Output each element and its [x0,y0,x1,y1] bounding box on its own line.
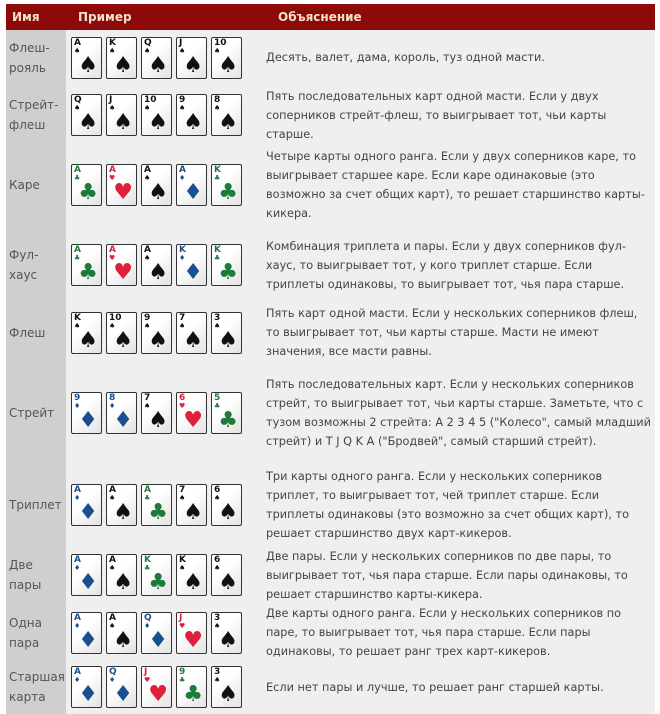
suit-icon: ♦ [78,570,98,595]
card-rank: K [144,555,151,565]
card-rank: 5 [214,392,221,403]
suit-icon: ♠ [113,52,133,78]
suit-icon: ♣ [148,500,168,525]
suit-icon: ♦ [109,401,116,410]
playing-card [211,484,242,526]
card-rank: 6 [214,485,221,495]
hand-example [66,360,260,465]
suit-icon: ♠ [218,682,238,707]
card-rank: Q [144,37,152,48]
suit-icon: ♠ [78,52,98,78]
hand-name: Стрейт [6,360,66,465]
hand-name: Триплет [6,465,66,545]
hand-explanation: Комбинация триплета и пары. Если у двух соперников фул-хаус, то выигрывает тот, у кого триплет старше. Если триплеты одинаковы, то выигрывает тот, чья пара старше. [260,225,655,305]
suit-icon: ♠ [179,46,186,55]
card-rank: A [144,245,151,255]
playing-card [71,392,102,434]
suit-icon: ♠ [113,570,133,595]
suit-icon: ♣ [214,401,221,410]
card-rank: 6 [214,555,221,565]
suit-icon: ♦ [179,254,186,262]
suit-icon: ♥ [179,401,186,410]
suit-icon: ♠ [148,180,168,205]
playing-card [141,484,172,526]
hand-explanation: Пять последовательных карт. Если у нескольких соперников стрейт, то выигрывает тот, чьи карты старше. Заметьте, что с тузом возможны 2 стрейта: A 2 3 4 5 ("Колесо", самый младший стрейт) и T J Q K A ("Бродвей", самый старший стрейт). [260,360,655,465]
hand-explanation: Три карты одного ранга. Если у нескольких соперников триплет, то выигрывает тот, чей триплет старше. Если триплеты одинаковы (это возможно за счет общих карт), то решает старшинство двух карт-кикеров. [260,465,655,545]
suit-icon: ♦ [74,564,81,572]
hand-name: Флеш-рояль [6,30,66,85]
table-header [6,4,655,30]
suit-icon: ♥ [179,621,186,630]
suit-icon: ♠ [144,401,151,410]
suit-icon: ♠ [218,327,238,353]
suit-icon: ♦ [74,401,81,410]
playing-card [141,94,172,136]
playing-card [211,164,242,206]
header-explanation: Объяснение [278,10,362,24]
suit-icon: ♠ [183,500,203,525]
playing-card [106,37,137,79]
suit-icon: ♠ [74,104,81,112]
suit-icon: ♣ [214,174,221,182]
card-rank: K [214,165,221,175]
suit-icon: ♠ [218,52,238,78]
suit-icon: ♥ [113,260,133,285]
card-rank: 6 [179,392,186,403]
suit-icon: ♣ [179,676,186,684]
suit-icon: ♠ [183,52,203,78]
suit-icon: ♠ [109,321,116,330]
card-rank: 3 [214,612,221,623]
suit-icon: ♠ [179,104,186,112]
suit-icon: ♠ [74,321,81,330]
suit-icon: ♦ [74,494,81,502]
playing-card [176,94,207,136]
table-row [6,145,655,225]
suit-icon: ♥ [113,180,133,205]
hand-explanation: Четыре карты одного ранга. Если у двух соперников каре, то выигрывает старшее каре. Если каре одинаковые (это возможно за счет общих карт), то решает старшинство карты-кикера. [260,145,655,225]
card-rank: A [109,165,116,175]
card-rank: K [179,245,186,255]
playing-card [211,554,242,596]
suit-icon: ♦ [144,621,151,630]
suit-icon: ♣ [218,180,238,205]
table-row [6,360,655,465]
suit-icon: ♦ [148,627,168,653]
playing-card [106,554,137,596]
card-rank: A [74,612,81,623]
card-rank: 8 [109,392,116,403]
suit-icon: ♣ [144,494,151,502]
card-rank: 10 [144,95,157,105]
card-rank: A [74,165,81,175]
playing-card [211,666,242,708]
card-rank: 7 [179,312,186,323]
table-row [6,545,655,605]
card-rank: 9 [144,312,151,323]
playing-card [176,37,207,79]
suit-icon: ♣ [148,570,168,595]
header-example: Пример [78,10,132,24]
suit-icon: ♦ [74,676,81,684]
suit-icon: ♠ [144,46,151,55]
suit-icon: ♣ [218,260,238,285]
suit-icon: ♠ [179,564,186,572]
suit-icon: ♣ [74,254,81,262]
playing-card [141,37,172,79]
card-rank: A [144,485,151,495]
suit-icon: ♠ [218,110,238,135]
playing-card [141,164,172,206]
suit-icon: ♣ [74,174,81,182]
playing-card [211,244,242,286]
hand-name: Каре [6,145,66,225]
card-rank: K [214,245,221,255]
header-name: Имя [12,10,40,24]
hand-name: Флеш [6,305,66,360]
table-row [6,605,655,660]
suit-icon: ♥ [183,407,203,433]
suit-icon: ♠ [144,104,151,112]
hand-explanation: Десять, валет, дама, король, туз одной масти. [260,30,655,85]
suit-icon: ♠ [214,564,221,572]
suit-icon: ♥ [148,682,168,707]
card-rank: A [74,37,81,48]
card-rank: A [74,667,81,677]
suit-icon: ♣ [144,564,151,572]
suit-icon: ♥ [183,627,203,653]
playing-card [106,164,137,206]
suit-icon: ♠ [148,260,168,285]
card-rank: 3 [214,312,221,323]
card-rank: Q [144,612,152,623]
playing-card [211,392,242,434]
playing-card [141,312,172,354]
table-row [6,305,655,360]
hand-example [66,605,260,660]
card-rank: 7 [179,485,186,495]
card-rank: J [109,95,113,105]
suit-icon: ♠ [214,621,221,630]
suit-icon: ♠ [144,174,151,182]
table-row [6,465,655,545]
playing-card [71,666,102,708]
playing-card [71,612,102,654]
suit-icon: ♠ [113,110,133,135]
suit-icon: ♠ [218,627,238,653]
card-rank: A [109,245,116,255]
suit-icon: ♠ [144,254,151,262]
card-rank: K [109,37,116,48]
suit-icon: ♠ [214,104,221,112]
card-rank: J [144,667,148,677]
suit-icon: ♠ [109,621,116,630]
hand-name: Две пары [6,545,66,605]
playing-card [106,312,137,354]
suit-icon: ♦ [183,260,203,285]
card-rank: 9 [74,392,81,403]
card-rank: Q [109,667,117,677]
card-rank: K [179,555,186,565]
hand-explanation: Две пары. Если у нескольких соперников по две пары, то выигрывает тот, чья пара старше. Если пары одинаковы, то решает старшинство карты-кикера. [260,545,655,605]
playing-card [176,244,207,286]
playing-card [71,37,102,79]
playing-card [211,612,242,654]
hand-name: Одна пара [6,605,66,660]
suit-icon: ♠ [214,46,221,55]
card-rank: 10 [214,37,227,48]
suit-icon: ♠ [113,327,133,353]
table-body [6,30,655,714]
card-rank: 9 [179,95,186,105]
suit-icon: ♠ [214,676,221,684]
playing-card [106,484,137,526]
poker-hands-table [6,4,655,714]
card-rank: 9 [179,667,186,677]
card-rank: 10 [109,312,122,323]
suit-icon: ♠ [218,570,238,595]
card-rank: Q [74,95,82,105]
card-rank: A [179,165,186,175]
suit-icon: ♠ [144,321,151,330]
suit-icon: ♦ [78,627,98,653]
hand-explanation: Две карты одного ранга. Если у нескольких соперников по паре, то выигрывает тот, чья пара старше. Если пары одинаковы, то решает ранг трех карт-кикеров. [260,605,655,660]
suit-icon: ♠ [214,321,221,330]
suit-icon: ♦ [78,500,98,525]
playing-card [141,244,172,286]
hand-example [66,465,260,545]
card-rank: A [74,245,81,255]
playing-card [141,666,172,708]
playing-card [106,94,137,136]
playing-card [71,164,102,206]
table-row [6,225,655,305]
playing-card [211,37,242,79]
suit-icon: ♣ [214,254,221,262]
playing-card [106,612,137,654]
suit-icon: ♣ [183,682,203,707]
hand-example [66,85,260,145]
card-rank: A [109,612,116,623]
playing-card [176,392,207,434]
hand-name: Стрейт-флеш [6,85,66,145]
suit-icon: ♠ [74,46,81,55]
hand-example [66,545,260,605]
suit-icon: ♠ [109,564,116,572]
suit-icon: ♣ [78,180,98,205]
playing-card [176,164,207,206]
card-rank: A [109,485,116,495]
hand-example [66,145,260,225]
suit-icon: ♠ [148,407,168,433]
playing-card [106,392,137,434]
suit-icon: ♥ [144,676,151,684]
hand-explanation: Если нет пары и лучше, то решает ранг старшей карты. [260,660,655,714]
suit-icon: ♠ [179,494,186,502]
suit-icon: ♦ [78,682,98,707]
suit-icon: ♠ [113,627,133,653]
card-rank: J [179,612,183,623]
suit-icon: ♦ [183,180,203,205]
playing-card [71,484,102,526]
suit-icon: ♠ [148,52,168,78]
playing-card [106,244,137,286]
suit-icon: ♦ [179,174,186,182]
playing-card [211,312,242,354]
playing-card [176,666,207,708]
playing-card [176,612,207,654]
playing-card [176,554,207,596]
suit-icon: ♠ [148,110,168,135]
suit-icon: ♠ [183,110,203,135]
hand-name: Старшая карта [6,660,66,714]
hand-name: Фул-хаус [6,225,66,305]
suit-icon: ♦ [74,621,81,630]
table-row [6,85,655,145]
playing-card [176,312,207,354]
suit-icon: ♠ [179,321,186,330]
suit-icon: ♠ [218,500,238,525]
card-rank: A [144,165,151,175]
suit-icon: ♠ [78,327,98,353]
suit-icon: ♠ [183,570,203,595]
card-rank: A [109,555,116,565]
card-rank: K [74,312,81,323]
suit-icon: ♥ [109,254,116,262]
suit-icon: ♠ [113,500,133,525]
suit-icon: ♦ [78,407,98,433]
card-rank: 8 [214,95,221,105]
table-row [6,660,655,714]
suit-icon: ♦ [109,676,116,684]
hand-explanation: Пять карт одной масти. Если у нескольких соперников флеш, то выигрывает тот, чьи карты старше. Масти не имеют значения, все масти равны. [260,305,655,360]
hand-example [66,305,260,360]
hand-example [66,225,260,305]
suit-icon: ♠ [148,327,168,353]
suit-icon: ♠ [183,327,203,353]
playing-card [141,612,172,654]
suit-icon: ♥ [109,174,116,182]
suit-icon: ♦ [113,682,133,707]
playing-card [71,94,102,136]
card-rank: A [74,485,81,495]
suit-icon: ♣ [218,407,238,433]
hand-example [66,30,260,85]
suit-icon: ♠ [109,104,116,112]
card-rank: 7 [144,392,151,403]
playing-card [176,484,207,526]
playing-card [141,554,172,596]
card-rank: A [74,555,81,565]
table-row [6,30,655,85]
playing-card [71,312,102,354]
playing-card [71,244,102,286]
suit-icon: ♦ [113,407,133,433]
suit-icon: ♣ [78,260,98,285]
playing-card [71,554,102,596]
card-rank: 3 [214,667,221,677]
hand-example [66,660,260,714]
playing-card [141,392,172,434]
suit-icon: ♠ [109,494,116,502]
suit-icon: ♠ [214,494,221,502]
suit-icon: ♠ [109,46,116,55]
hand-explanation: Пять последовательных карт одной масти. Если у двух соперников стрейт-флеш, то выигрывает тот, чьи карты старше. [260,85,655,145]
playing-card [211,94,242,136]
suit-icon: ♠ [78,110,98,135]
card-rank: J [179,37,183,48]
playing-card [106,666,137,708]
